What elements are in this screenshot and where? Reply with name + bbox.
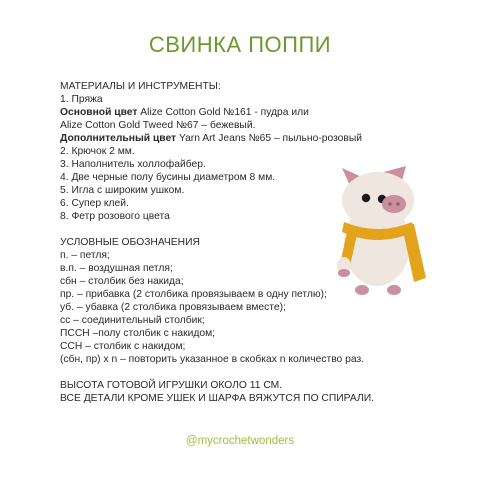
material-item: 5. Игла с широким ушком. xyxy=(60,185,185,196)
pig-hoof xyxy=(338,269,350,277)
pig-hoof xyxy=(355,285,369,295)
material-item: 6. Супер клей. xyxy=(60,198,129,209)
legend-line: сбн – столбик без накида; xyxy=(60,276,184,287)
main-color-label: Основной цвет xyxy=(60,107,138,118)
extra-color-label: Дополнительный цвет xyxy=(60,133,177,144)
material-item: 2. Крючок 2 мм. xyxy=(60,146,135,157)
snout-nostril xyxy=(388,202,391,205)
material-item xyxy=(60,132,400,145)
material-item: 4. Две черные полу бусины диаметром 8 мм. xyxy=(60,172,276,183)
main-color-line2-text: – бежевый. xyxy=(198,120,256,131)
material-item xyxy=(60,119,400,132)
legend-line: в.п. – воздушная петля; xyxy=(60,263,173,274)
height-note: ВЫСОТА ГОТОВОЙ ИГРУШКИ ОКОЛО 11 СМ. xyxy=(60,380,283,391)
legend-line: сс – соединительный столбик; xyxy=(60,315,205,326)
snout-nostril xyxy=(396,202,399,205)
legend-line: п. – петля; xyxy=(60,250,110,261)
material-item: 3. Наполнитель холлофайбер. xyxy=(60,159,206,170)
legend-line: (сбн, пр) х n – повторить указанное в скобках n количество раз. xyxy=(60,354,365,365)
legend-line: уб. – убавка (2 столбика провязываем вместе); xyxy=(60,302,286,313)
material-item: 8. Фетр розового цвета xyxy=(60,211,170,222)
pig-snout xyxy=(382,195,406,213)
main-color-text: Alize Cotton Gold №161 - пудра или xyxy=(137,107,309,118)
legend-line: ПССН –полу столбик с накидом; xyxy=(60,328,216,339)
legend-line: ССН – столбик с накидом; xyxy=(60,341,186,352)
main-color-line2-label: Alize Cotton Gold Tweed №67 xyxy=(60,120,199,131)
material-item: 1. Пряжа xyxy=(60,94,103,105)
author-handle: @mycrochetwonders xyxy=(185,435,295,447)
legend-line: пр. – прибавка (2 столбика провязываем в одну петлю); xyxy=(60,289,327,300)
legend-heading: УСЛОВНЫЕ ОБОЗНАЧЕНИЯ xyxy=(60,237,200,248)
pig-hoof xyxy=(387,285,401,295)
extra-color-text: Yarn Art Jeans №65 – пыльно-розовый xyxy=(176,133,363,144)
spiral-note: ВСЕ ДЕТАЛИ КРОМЕ УШЕК И ШАРФА ВЯЖУТСЯ ПО СПИРАЛИ. xyxy=(60,393,374,404)
pig-illustration xyxy=(322,162,460,302)
page-title: СВИНКА ПОППИ xyxy=(148,32,332,57)
pig-eye-left xyxy=(362,194,370,202)
material-item xyxy=(60,106,400,119)
materials-heading: МАТЕРИАЛЫ И ИНСТРУМЕНТЫ: xyxy=(60,81,221,92)
